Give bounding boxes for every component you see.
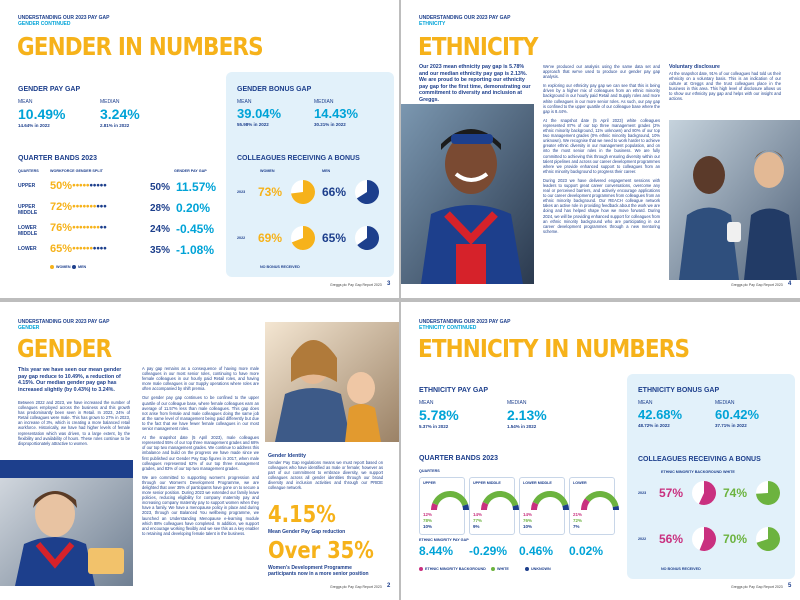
quarter-bands-title: QUARTER BANDS 2023 <box>419 455 498 462</box>
stat-reduction-value: 4.15% <box>268 502 336 528</box>
intro-text: This year we have seen our mean gender pay gap reduce to 10.49%, a reduction of 4.15%. Our median gender pay gap has increased slightly (by 0.43%) to 3.24%. <box>18 367 122 393</box>
women-dot: ● <box>92 224 97 231</box>
band-card <box>569 477 615 535</box>
receiving-chart <box>226 176 394 266</box>
white-bonus-pie <box>755 526 781 552</box>
ethnic-minority-percent: 12% <box>423 512 433 517</box>
ethnic-minority-pay-gap-value: 0.02% <box>569 544 604 558</box>
kicker: UNDERSTANDING OUR 2023 PAY GAP <box>18 15 110 21</box>
quarter-bands-charts <box>419 477 619 547</box>
ethnic-minority-pay-gap-value: 8.44% <box>419 544 454 558</box>
receiving-title: COLLEAGUES RECEIVING A BONUS <box>237 155 360 162</box>
page-ethnicity <box>401 0 800 298</box>
pay-gap-title: GENDER PAY GAP <box>18 86 81 93</box>
men-percent: 50% <box>150 182 171 193</box>
legend-unknown <box>525 567 551 571</box>
legend-women-label: WOMEN <box>56 265 71 269</box>
gender-pay-gap-value: 0.20% <box>176 201 211 215</box>
mean-prev: 5.37% in 2022 <box>419 424 449 429</box>
col-split: WORKFORCE GENDER SPLIT <box>50 169 103 173</box>
white-percent: 72% <box>573 518 583 523</box>
kicker: UNDERSTANDING OUR 2023 PAY GAP <box>419 319 511 325</box>
legend-women <box>50 265 71 269</box>
bonus-median-value: 60.42% <box>715 407 760 422</box>
gender-pay-gap-value: 11.57% <box>176 180 217 194</box>
paragraph: During 2023 we have delivered engagement sessions with leaders to support great career conversations, overcome any real or perceived barriers, and actively encourage applications to our career development programmes from colleagues from an ethnic minority background. Our REACH colleague network takes an active role in providing feedback about the work we are doing and has helped shape how we move forward. During 2024, we will be providing enhanced support for colleagues from an ethnic minority background who are participating in our career development programmes through a new mentoring scheme. <box>543 177 660 234</box>
quarter-bands-table <box>18 178 233 268</box>
pay-gap-title: ETHNICITY PAY GAP <box>419 387 488 394</box>
year-label: 2023 <box>237 190 246 194</box>
bonus-gap-title: GENDER BONUS GAP <box>237 86 312 93</box>
body-column <box>543 64 660 238</box>
mean-value: 5.78% <box>419 407 459 423</box>
bonus-panel <box>226 72 394 277</box>
page-number: 3 <box>387 281 391 287</box>
page-title: ETHNICITY <box>418 32 538 61</box>
mean-label: MEAN <box>419 400 434 406</box>
recv-legend-men: MEN <box>322 169 331 173</box>
stat-reduction-label: Mean Gender Pay Gap reduction <box>268 529 346 535</box>
recv-legend-women: WOMEN <box>260 169 275 173</box>
men-dot: ● <box>102 182 107 189</box>
mean-label: MEAN <box>18 99 33 105</box>
col-quarters: QUARTERS <box>18 169 39 173</box>
paragraph: Between 2022 and 2023, we have increased the number of colleagues employed across the business and this growth has predominantly been seen in Retail. In 2023, 24% of Retail colleagues were male. This has grown to 27% in 2023, an increase of 3%, which is creating a more balanced retail workforce. Historically, we have had higher levels of female representation which was driven, to a large extent, by the flexibility and availability of hours. These roles continue to be disproportionately attractive to women. <box>18 400 130 446</box>
body-column-1 <box>18 400 130 450</box>
men-dot: ● <box>99 182 103 189</box>
kicker-section: GENDER <box>18 325 40 331</box>
women-dot: ● <box>82 203 86 210</box>
gender-pay-gap-value: -1.08% <box>176 243 215 257</box>
white-arc <box>435 494 465 505</box>
legend-men-label: MEN <box>78 265 87 269</box>
photo-shop-worker-illustration <box>0 460 133 586</box>
page-gender <box>0 302 399 600</box>
voluntary-text: At the snapshot date, 91% of our colleagues had told us their ethnicity on a voluntary basis. This is an indication of our culture at Greggs and the trust colleagues place in the business in this area. This high level of disclosure allows us to show our ethnicity pay gap and helps with our insight and actions. <box>669 71 781 102</box>
page-number: 2 <box>387 583 391 589</box>
kicker-section: GENDER CONTINUED <box>18 21 71 27</box>
stat-progression-value: Over 35% <box>268 538 374 564</box>
white-percent: 77% <box>473 518 483 523</box>
band-card <box>469 477 515 535</box>
kicker-section: ETHNICITY <box>419 21 446 27</box>
women-percent: 76% <box>50 222 73 234</box>
median-value: 2.13% <box>507 407 547 423</box>
gender-split-dots <box>72 224 106 232</box>
women-dot: ● <box>78 182 83 189</box>
paragraph: Our gender pay gap continues to be confined to the upper quartile of our colleague base, where female colleagues earn an average of 11.57% less than male colleagues. This gap does not arise from female and male colleagues doing the same job at the same level of management being paid differently but due to the fact that we have fewer female colleagues in our most senior management roles. <box>142 395 259 432</box>
men-dot: ● <box>92 245 97 252</box>
bonus-mean-label: MEAN <box>237 99 252 105</box>
bonus-median-prev: 37.71% in 2022 <box>715 423 747 428</box>
col-gap: GENDER PAY GAP <box>174 169 207 173</box>
men-dot: ● <box>102 203 107 210</box>
legend-white <box>491 567 509 571</box>
median-label: MEDIAN <box>100 99 120 105</box>
unknown-arc <box>565 505 566 510</box>
intro-text: Our 2023 mean ethnicity pay gap is 5.78% and our median ethnicity pay gap is 2.13%. We are proud to be reporting our ethnicity pay gap for the first time, demonstrating our commitment to diversity and inclusion at Greggs. <box>419 64 531 103</box>
band-label: UPPER MIDDLE <box>473 481 501 485</box>
men-dot: ● <box>99 224 103 231</box>
page-title: ETHNICITY IN NUMBERS <box>418 334 690 363</box>
paragraph: In exploring our ethnicity pay gap we can see that this is being driven by a higher mix of colleagues from an ethnic minority background in our hourly paid Retail and Supply roles and more white colleagues in our more senior roles. As such, our pay gap is confined to the upper quartile of our colleague base where the gap is 8.44%. <box>543 83 660 114</box>
women-percent: 50% <box>50 180 73 192</box>
footer-brand: Greggs plc Pay Gap Report 2023 <box>330 585 382 589</box>
men-dot: ● <box>89 182 93 189</box>
quarter-row <box>18 199 238 219</box>
page-number: 5 <box>788 583 792 589</box>
women-dot: ● <box>75 203 79 210</box>
white-bonus-pie <box>755 480 781 506</box>
median-prev: 2.81% in 2022 <box>100 123 130 128</box>
women-dot: ● <box>85 182 90 189</box>
gender-pay-gap-value: -0.45% <box>176 222 215 236</box>
ethnic-minority-arc <box>584 500 587 510</box>
photo-office-illustration <box>669 120 800 280</box>
kicker: UNDERSTANDING OUR 2023 PAY GAP <box>419 15 511 21</box>
page-gender-in-numbers <box>0 0 399 298</box>
women-bonus-pie <box>290 179 316 205</box>
men-bonus-pie <box>354 179 380 205</box>
women-dot: ● <box>78 245 83 252</box>
women-dot: ● <box>89 245 93 252</box>
recv-legend-white: WHITE <box>723 470 735 474</box>
ethnic-minority-arc <box>434 504 435 510</box>
paragraph: A pay gap remains as a consequence of having more male colleagues in our most senior roles, continuing to have more female colleagues in our hourly paid Retail roles, and having more male colleagues in our Supply operations where roles are often accompanied by shift premia. <box>142 366 259 392</box>
legend-ethnic-minority <box>419 567 486 571</box>
women-bonus-percent: 73% <box>258 185 283 199</box>
women-dot: ● <box>82 182 86 189</box>
photo-parent-child-illustration <box>265 322 399 442</box>
ethnic-minority-bonus-percent: 57% <box>659 486 684 500</box>
legend-ethnic-minority-label: ETHNIC MINORITY BACKGROUND <box>425 567 486 571</box>
men-bonus-percent: 65% <box>322 231 347 245</box>
bonus-mean-label: MEAN <box>638 400 653 406</box>
bonus-mean-value: 39.04% <box>237 106 282 121</box>
men-bonus-percent: 66% <box>322 185 347 199</box>
ethnic-minority-percent: 21% <box>573 512 583 517</box>
ethnic-minority-arc <box>484 503 486 510</box>
white-arc <box>587 494 615 507</box>
quarter-label: UPPER <box>18 183 36 189</box>
men-dot: ● <box>99 245 103 252</box>
kicker: UNDERSTANDING OUR 2023 PAY GAP <box>18 319 110 325</box>
women-dot: ● <box>82 245 86 252</box>
footer-brand: Greggs plc Pay Gap Report 2023 <box>731 283 783 287</box>
white-percent: 78% <box>423 518 433 523</box>
women-dot: ● <box>85 224 90 231</box>
photo-shop-worker <box>0 460 133 586</box>
women-dot: ● <box>72 203 76 210</box>
footer-brand: Greggs plc Pay Gap Report 2023 <box>330 283 382 287</box>
unknown-percent: 7% <box>573 524 580 529</box>
quarter-label: LOWER <box>18 246 37 252</box>
ethnic-minority-arc <box>534 503 536 510</box>
women-dot: ● <box>75 245 79 252</box>
quarter-label: UPPER MIDDLE <box>18 204 38 216</box>
ethnic-minority-percent: 14% <box>523 512 533 517</box>
quarter-row <box>18 220 238 240</box>
unknown-arc <box>515 506 516 510</box>
women-dot: ● <box>78 224 83 231</box>
women-dot: ● <box>72 245 76 252</box>
women-swatch <box>50 265 54 269</box>
band-label: LOWER <box>573 481 587 485</box>
bonus-gap-title: ETHNICITY BONUS GAP <box>638 387 720 394</box>
women-dot: ● <box>96 224 100 231</box>
legend-men <box>72 265 86 269</box>
gender-split-dots <box>72 203 106 211</box>
no-bonus-label: NO BONUS RECEIVED <box>260 265 300 269</box>
quarter-bands-title: QUARTER BANDS 2023 <box>18 155 97 162</box>
men-dot: ● <box>96 203 100 210</box>
receiving-title: COLLEAGUES RECEIVING A BONUS <box>638 456 761 463</box>
paragraph: At the snapshot date (5 April 2023), male colleagues represented 55% of our top three management grades and 68% of our top two management grades. We continue to address this imbalance and build on the progress we have made since we first published our Gender Pay Gap figures in 2017, when male colleagues represented 62% of our top three management grades, and 83% of our top two management grades. <box>142 435 259 471</box>
unknown-percent: 9% <box>473 524 480 529</box>
men-dot: ● <box>99 203 103 210</box>
paragraph: We are committed to supporting women's progression and through our Women's Development Programme, we are delighted that over 35% of participants have gone on to secure a more senior position. During 2023 we extended our family leave policies, reducing eligibility for company maternity pay and increasing company maternity pay to support women when they have a family. We have a menopause policy in place and during 2023, through our Balanced You wellbeing programme, we launched an Understanding Menopause e-learning module which 88% colleagues have completed. In addition, we support and encourage working flexibly and we see this as a key enabler to retaining and developing female talent in the business. <box>142 474 259 536</box>
photo-parent-child <box>265 322 399 442</box>
quarter-label: LOWER MIDDLE <box>18 225 38 237</box>
photo-colleague-illustration <box>401 104 534 284</box>
ethnic-minority-bonus-pie <box>691 480 717 506</box>
men-swatch <box>72 265 76 269</box>
women-dot: ● <box>82 224 86 231</box>
bonus-mean-value: 42.68% <box>638 407 683 422</box>
men-percent: 24% <box>150 224 171 235</box>
year-label: 2022 <box>237 236 246 240</box>
page-title: GENDER <box>17 334 112 363</box>
median-prev: 1.54% in 2022 <box>507 424 537 429</box>
identity-text: Gender Pay Gap regulations means we must report based on colleagues who have identified as male or female; however as part of our commitment to embrace diversity, we support colleagues across all gender identities through our broad diversity and inclusion activities and through our PRIDE colleague network. <box>268 460 383 491</box>
voluntary-title: Voluntary disclosure <box>669 64 720 70</box>
unknown-percent: 10% <box>523 524 533 529</box>
white-bonus-percent: 74% <box>723 486 748 500</box>
bonus-median-label: MEDIAN <box>314 99 334 105</box>
col-quarters: QUARTERS <box>419 469 440 473</box>
white-bonus-percent: 70% <box>723 532 748 546</box>
women-dot: ● <box>92 203 97 210</box>
band-label: LOWER MIDDLE <box>523 481 552 485</box>
year-label: 2022 <box>638 537 647 541</box>
ethnic-minority-percent: 14% <box>473 512 483 517</box>
bonus-panel <box>627 374 795 579</box>
body-column-2 <box>142 366 259 540</box>
band-label: UPPER <box>423 481 436 485</box>
gender-split-dots <box>72 245 106 253</box>
ethnic-minority-bonus-pie <box>691 526 717 552</box>
page-title: GENDER IN NUMBERS <box>17 32 263 61</box>
bonus-mean-prev: 48.72% in 2022 <box>638 423 670 428</box>
paragraph: We've produced our analysis using the same data set and approach that we've used to produce our gender pay gap analysis. <box>543 64 660 80</box>
bonus-mean-prev: 55.98% in 2022 <box>237 122 269 127</box>
women-percent: 65% <box>50 243 73 255</box>
women-dot: ● <box>72 224 76 231</box>
ethnic-minority-swatch <box>419 567 423 571</box>
white-arc <box>536 494 566 505</box>
white-arc <box>486 494 516 506</box>
bonus-median-prev: 30.21% in 2022 <box>314 122 346 127</box>
unknown-percent: 10% <box>423 524 433 529</box>
year-label: 2023 <box>638 491 647 495</box>
legend-white-label: WHITE <box>497 567 509 571</box>
men-dot: ● <box>92 182 97 189</box>
median-label: MEDIAN <box>507 400 527 406</box>
identity-title: Gender Identity <box>268 453 307 459</box>
gap-label: ETHNIC MINORITY PAY GAP <box>419 538 469 542</box>
mean-value: 10.49% <box>18 106 66 122</box>
bonus-median-value: 14.43% <box>314 106 359 121</box>
women-percent: 72% <box>50 201 73 213</box>
men-percent: 28% <box>150 203 171 214</box>
bonus-median-label: MEDIAN <box>715 400 735 406</box>
ethnic-minority-pay-gap-value: -0.29% <box>469 544 508 558</box>
ethnic-minority-bonus-percent: 56% <box>659 532 684 546</box>
quarter-gap-values <box>419 544 619 560</box>
page-ethnicity-in-numbers <box>401 302 800 600</box>
band-donut <box>574 488 620 534</box>
white-swatch <box>491 567 495 571</box>
page-number: 4 <box>788 281 792 287</box>
women-dot: ● <box>85 203 90 210</box>
men-dot: ● <box>96 245 100 252</box>
kicker-section: ETHNICITY CONTINUED <box>419 325 477 331</box>
men-dot: ● <box>102 245 107 252</box>
paragraph: At the snapshot date (5 April 2023) white colleagues represented 87% of our top three management grades (2% ethnic minority background, 11% unknown) and 80% of our top two management grades (0% ethnic minority background, 10% unknown). We recognise that we need to work harder to achieve greater ethnic diversity in our management population, and on into the most senior roles in the business. We are fully committed to achieving this through ensuring diversity within our talent pipelines and across our career development programmes where we provide enhanced support to colleagues from an ethnic minority background to progress their career. <box>543 117 660 174</box>
women-bonus-pie <box>290 225 316 251</box>
unknown-arc <box>465 505 466 510</box>
unknown-swatch <box>525 567 529 571</box>
men-percent: 35% <box>150 245 171 256</box>
band-card <box>419 477 465 535</box>
photo-colleague <box>401 104 534 284</box>
receiving-chart <box>627 477 795 567</box>
quarter-row <box>18 241 238 261</box>
ethnic-minority-pay-gap-value: 0.46% <box>519 544 554 558</box>
quarter-row <box>18 178 238 198</box>
median-value: 3.24% <box>100 106 140 122</box>
women-dot: ● <box>85 245 90 252</box>
band-donut <box>474 488 520 534</box>
footer-brand: Greggs plc Pay Gap Report 2023 <box>731 585 783 589</box>
women-dot: ● <box>72 182 76 189</box>
mean-prev: 14.64% in 2022 <box>18 123 50 128</box>
women-dot: ● <box>89 203 93 210</box>
photo-office <box>669 120 800 280</box>
recv-legend-ethnic-minority: ETHNIC MINORITY BACKGROUND <box>661 470 722 474</box>
men-dot: ● <box>102 224 107 231</box>
women-dot: ● <box>75 224 79 231</box>
men-dot: ● <box>96 182 100 189</box>
women-bonus-percent: 69% <box>258 231 283 245</box>
band-card <box>519 477 565 535</box>
gender-split-dots <box>72 182 106 190</box>
white-percent: 76% <box>523 518 533 523</box>
men-bonus-pie <box>354 225 380 251</box>
stat-progression-label: Women's Development Programme participants now in a more senior position <box>268 565 369 577</box>
women-dot: ● <box>75 182 79 189</box>
legend-unknown-label: UNKNOWN <box>531 567 551 571</box>
women-dot: ● <box>89 224 93 231</box>
no-bonus-label: NO BONUS RECEIVED <box>661 567 701 571</box>
women-dot: ● <box>78 203 83 210</box>
